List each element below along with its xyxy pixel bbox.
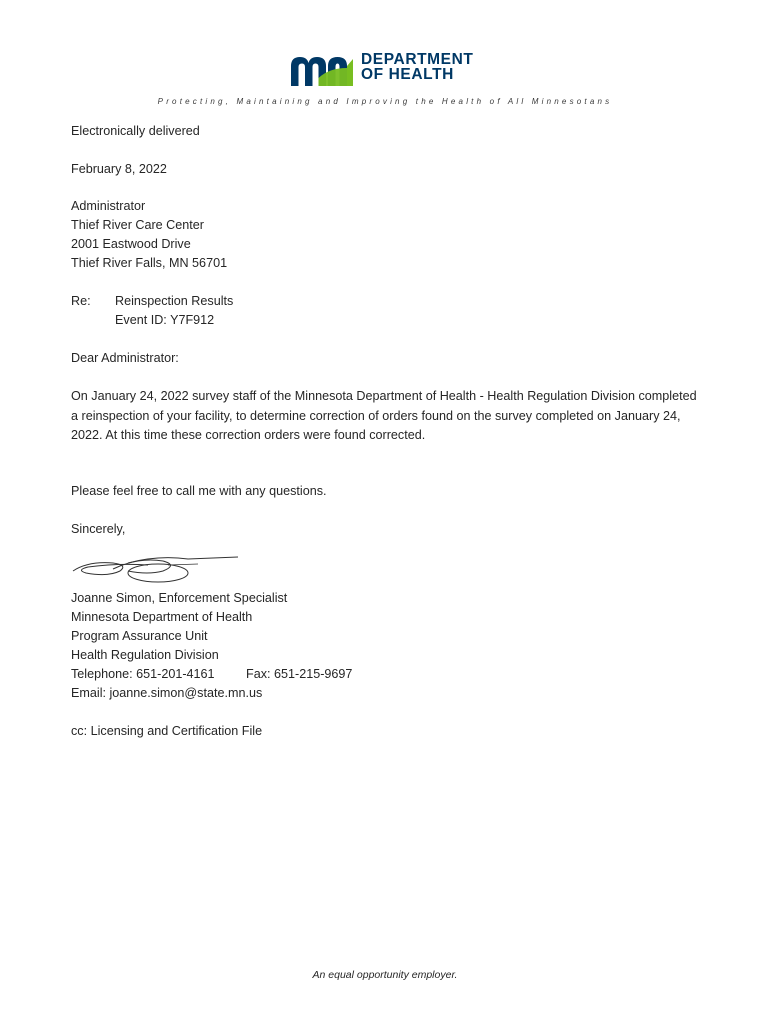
logo-wordmark <box>361 52 474 82</box>
letter-date: February 8, 2022 <box>71 162 167 176</box>
signer-name: Joanne Simon, Enforcement Specialist <box>71 591 288 605</box>
telephone: Telephone: 651-201-4161 <box>71 667 215 681</box>
address-line-2: Thief River Care Center <box>71 218 204 232</box>
delivery-note: Electronically delivered <box>71 124 200 138</box>
mdh-logo <box>289 52 489 88</box>
handwritten-signature <box>68 551 248 587</box>
body-paragraph: On January 24, 2022 survey staff of the Minnesota Department of Health - Health Regulation Division completed a reinspection of your facility, to determine correction of orders found on the survey completed on January 24, 2022. At this time these correction orders were found corrected. <box>71 389 697 442</box>
salutation: Dear Administrator: <box>71 351 179 365</box>
signer-unit: Program Assurance Unit <box>71 629 208 643</box>
re-event-id: Event ID: Y7F912 <box>115 313 215 327</box>
closing: Sincerely, <box>71 522 126 536</box>
fax: Fax: 651-215-9697 <box>246 667 353 681</box>
footer-text: An equal opportunity employer. <box>312 969 458 981</box>
closing-note: Please feel free to call me with any questions. <box>71 484 327 498</box>
address-line-3: 2001 Eastwood Drive <box>71 237 191 251</box>
tagline: Protecting, Maintaining and Improving the Health of All Minnesotans <box>157 97 613 106</box>
email: Email: joanne.simon@state.mn.us <box>71 686 263 700</box>
re-label: Re: <box>71 294 91 308</box>
signer-division: Health Regulation Division <box>71 648 219 662</box>
mn-logo-icon <box>289 54 355 86</box>
re-subject: Reinspection Results <box>115 294 234 308</box>
logo-line-2: OF HEALTH <box>361 66 454 83</box>
cc-line: cc: Licensing and Certification File <box>71 724 263 738</box>
address-line-4: Thief River Falls, MN 56701 <box>71 256 228 270</box>
address-line-1: Administrator <box>71 199 146 213</box>
logo-line-1: DEPARTMENT <box>361 51 474 68</box>
signer-department: Minnesota Department of Health <box>71 610 253 624</box>
